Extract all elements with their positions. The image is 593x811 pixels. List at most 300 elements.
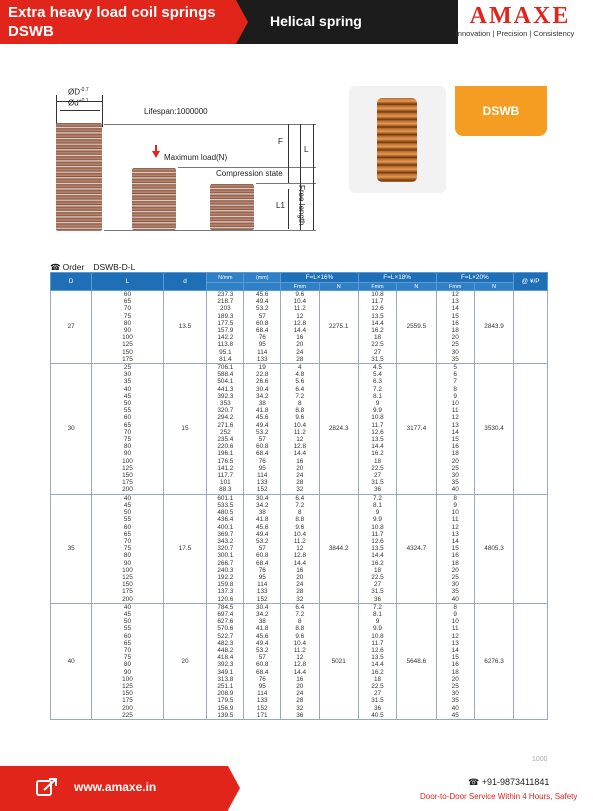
table-row xyxy=(51,422,548,429)
free-length-label: Free length xyxy=(297,185,306,226)
cell-f16-fmm: 20 xyxy=(281,574,319,581)
col-header-f16: F=L×16% xyxy=(281,273,359,283)
cell-f18-fmm: 10.8 xyxy=(358,633,396,640)
cell-f18-fmm: 40.5 xyxy=(358,712,396,720)
table-row xyxy=(51,705,548,712)
cell-f16-fmm: 5.6 xyxy=(281,378,319,385)
cell-f16-fmm: 11.2 xyxy=(281,305,319,312)
cell-mm: 38 xyxy=(244,618,281,625)
cell-length: 65 xyxy=(92,640,163,647)
cell-f20-fmm: 35 xyxy=(436,588,474,595)
cell-length: 175 xyxy=(92,356,163,364)
cell-rate: 697.4 xyxy=(207,611,244,618)
col-header-blank xyxy=(244,283,281,291)
table-row xyxy=(51,305,548,312)
cell-f18-n: 5648.6 xyxy=(397,603,436,719)
cell-rate: 117.7 xyxy=(207,472,244,479)
cell-price xyxy=(514,364,548,495)
cell-mm: 114 xyxy=(244,472,281,479)
cell-length: 40 xyxy=(92,386,163,393)
cell-mm: 133 xyxy=(244,356,281,364)
cell-f16-fmm: 32 xyxy=(281,596,319,604)
cell-length: 75 xyxy=(92,654,163,661)
col-header-nmm: N/mm xyxy=(207,273,244,283)
brand-tagline: Innovation | Precision | Consistency xyxy=(455,29,575,38)
cell-rate: 300.1 xyxy=(207,552,244,559)
cell-f20-fmm: 12 xyxy=(436,291,474,299)
cell-mm: 19 xyxy=(244,364,281,372)
table-row xyxy=(51,633,548,640)
f-dimension-label: F xyxy=(278,137,283,146)
cell-rate: 192.2 xyxy=(207,574,244,581)
series-badge-label: DSWB xyxy=(482,104,520,118)
table-row xyxy=(51,683,548,690)
cell-f20-fmm: 8 xyxy=(436,386,474,393)
table-row xyxy=(51,465,548,472)
cell-rate: 81.4 xyxy=(207,356,244,364)
outer-diameter-label: $ØD^{-0.7}$ xyxy=(68,87,89,97)
cell-f16-fmm: 11.2 xyxy=(281,647,319,654)
cell-f18-fmm: 4.5 xyxy=(358,364,396,372)
table-row xyxy=(51,450,548,457)
cell-f18-fmm: 12.6 xyxy=(358,305,396,312)
cell-length: 55 xyxy=(92,516,163,523)
cell-mm: 30.4 xyxy=(244,386,281,393)
cell-f18-fmm: 9 xyxy=(358,400,396,407)
cell-mm: 114 xyxy=(244,690,281,697)
cell-f16-fmm: 12 xyxy=(281,545,319,552)
cell-f20-fmm: 11 xyxy=(436,516,474,523)
cell-mm: 171 xyxy=(244,712,281,720)
cell-f18-fmm: 22.5 xyxy=(358,683,396,690)
cell-inner-diameter: 17.5 xyxy=(163,494,207,603)
col-header-blank xyxy=(207,283,244,291)
cell-mm: 68.4 xyxy=(244,560,281,567)
table-row xyxy=(51,356,548,364)
cell-f20-fmm: 18 xyxy=(436,450,474,457)
cell-f20-fmm: 40 xyxy=(436,596,474,604)
cell-f18-fmm: 16.2 xyxy=(358,669,396,676)
table-row xyxy=(51,712,548,720)
cell-rate: 189.3 xyxy=(207,313,244,320)
cell-length: 80 xyxy=(92,320,163,327)
page-number: 1000 xyxy=(532,756,548,763)
cell-mm: 34.2 xyxy=(244,611,281,618)
cell-f16-fmm: 10.4 xyxy=(281,640,319,647)
cell-length: 175 xyxy=(92,697,163,704)
table-row xyxy=(51,298,548,305)
cell-rate: 504.1 xyxy=(207,378,244,385)
cell-length: 200 xyxy=(92,705,163,712)
cell-length: 100 xyxy=(92,567,163,574)
cell-length: 150 xyxy=(92,349,163,356)
table-row xyxy=(51,509,548,516)
cell-rate: 522.7 xyxy=(207,633,244,640)
cell-rate: 137.3 xyxy=(207,588,244,595)
cell-f18-n: 2559.5 xyxy=(397,291,436,364)
order-label: Order xyxy=(62,262,85,272)
table-row xyxy=(51,414,548,421)
cell-f16-fmm: 14.4 xyxy=(281,669,319,676)
cell-rate: 95.1 xyxy=(207,349,244,356)
brand-logo: AMAXE xyxy=(469,3,571,29)
cell-rate: 349.1 xyxy=(207,669,244,676)
cell-f16-n: 5021 xyxy=(319,603,358,719)
cell-rate: 570.6 xyxy=(207,625,244,632)
table-row xyxy=(51,538,548,545)
cell-length: 70 xyxy=(92,429,163,436)
cell-f20-fmm: 15 xyxy=(436,313,474,320)
cell-f18-fmm: 31.5 xyxy=(358,697,396,704)
l1-dimension-label: L1 xyxy=(276,201,285,210)
cell-mm: 53.2 xyxy=(244,429,281,436)
cell-mm: 152 xyxy=(244,705,281,712)
cell-mm: 133 xyxy=(244,697,281,704)
cell-rate: 266.7 xyxy=(207,560,244,567)
cell-rate: 706.1 xyxy=(207,364,244,372)
cell-f18-fmm: 12.6 xyxy=(358,429,396,436)
cell-f20-n: 4805.3 xyxy=(474,494,513,603)
cell-f16-fmm: 20 xyxy=(281,341,319,348)
cell-f20-fmm: 18 xyxy=(436,327,474,334)
title-banner xyxy=(0,0,236,44)
cell-rate: 436.4 xyxy=(207,516,244,523)
cell-mm: 95 xyxy=(244,465,281,472)
cell-mm: 95 xyxy=(244,574,281,581)
cell-f16-fmm: 16 xyxy=(281,567,319,574)
cell-f16-fmm: 8.8 xyxy=(281,407,319,414)
cell-f16-fmm: 12 xyxy=(281,313,319,320)
cell-f18-n: 3177.4 xyxy=(397,364,436,495)
table-row xyxy=(51,596,548,604)
table-row xyxy=(51,494,548,502)
cell-mm: 30.4 xyxy=(244,603,281,611)
cell-mm: 152 xyxy=(244,486,281,494)
cell-f20-fmm: 15 xyxy=(436,545,474,552)
cell-f18-fmm: 14.4 xyxy=(358,661,396,668)
cell-f18-fmm: 22.5 xyxy=(358,341,396,348)
cell-length: 25 xyxy=(92,364,163,372)
cell-f16-fmm: 36 xyxy=(281,712,319,720)
cell-length: 40 xyxy=(92,603,163,611)
table-row xyxy=(51,400,548,407)
cell-mm: 34.2 xyxy=(244,502,281,509)
cell-length: 175 xyxy=(92,479,163,486)
cell-rate: 448.2 xyxy=(207,647,244,654)
cell-f16-fmm: 14.4 xyxy=(281,327,319,334)
cell-f16-fmm: 7.2 xyxy=(281,393,319,400)
cell-length: 90 xyxy=(92,450,163,457)
cell-f16-fmm: 8 xyxy=(281,400,319,407)
f-dimension-line xyxy=(288,124,289,183)
cell-f20-fmm: 9 xyxy=(436,502,474,509)
cell-f16-n: 2824.3 xyxy=(319,364,358,495)
cell-mm: 95 xyxy=(244,341,281,348)
cell-f20-fmm: 15 xyxy=(436,436,474,443)
footer-phone xyxy=(468,777,549,788)
cell-rate: 343.2 xyxy=(207,538,244,545)
cell-f16-n: 3844.2 xyxy=(319,494,358,603)
cell-length: 80 xyxy=(92,661,163,668)
cell-f20-fmm: 10 xyxy=(436,618,474,625)
cell-outer-diameter: 40 xyxy=(51,603,92,719)
col-header-price: @ ¥/P xyxy=(514,273,548,291)
footer-tagline: Door-to-Door Service Within 4 Hours, Safety xyxy=(420,792,578,801)
cell-f20-n: 6276.3 xyxy=(474,603,513,719)
cell-length: 150 xyxy=(92,472,163,479)
cell-f20-fmm: 25 xyxy=(436,341,474,348)
cell-f16-fmm: 12 xyxy=(281,654,319,661)
cell-rate: 220.6 xyxy=(207,443,244,450)
cell-f20-fmm: 12 xyxy=(436,414,474,421)
cell-rate: 141.2 xyxy=(207,465,244,472)
cell-length: 150 xyxy=(92,690,163,697)
top-reference-line xyxy=(104,124,316,125)
cell-rate: 320.7 xyxy=(207,545,244,552)
cell-inner-diameter: 15 xyxy=(163,364,207,495)
cell-f18-fmm: 14.4 xyxy=(358,443,396,450)
cell-length: 200 xyxy=(92,486,163,494)
table-row xyxy=(51,697,548,704)
cell-f18-fmm: 13.5 xyxy=(358,545,396,552)
cell-f20-fmm: 35 xyxy=(436,697,474,704)
cell-mm: 38 xyxy=(244,509,281,516)
cell-f20-fmm: 30 xyxy=(436,349,474,356)
page-header xyxy=(0,0,593,44)
lifespan-label: Lifespan:1000000 xyxy=(144,107,208,116)
cell-f18-fmm: 16.2 xyxy=(358,560,396,567)
phone-icon: ☎ xyxy=(468,777,482,787)
cell-f20-fmm: 9 xyxy=(436,393,474,400)
cell-f18-fmm: 18 xyxy=(358,567,396,574)
cell-length: 55 xyxy=(92,625,163,632)
table-row xyxy=(51,574,548,581)
load-arrow-icon xyxy=(152,151,160,158)
base-reference-line xyxy=(104,230,316,231)
banner-arrow xyxy=(236,0,248,44)
cell-f18-fmm: 11.7 xyxy=(358,640,396,647)
cell-length: 45 xyxy=(92,393,163,400)
cell-mm: 60.8 xyxy=(244,552,281,559)
table-row xyxy=(51,364,548,372)
cell-f18-fmm: 10.8 xyxy=(358,414,396,421)
cell-f18-fmm: 14.4 xyxy=(358,552,396,559)
cell-f20-fmm: 12 xyxy=(436,524,474,531)
table-row xyxy=(51,567,548,574)
cell-mm: 49.4 xyxy=(244,640,281,647)
cell-f18-fmm: 27 xyxy=(358,472,396,479)
cell-mm: 49.4 xyxy=(244,531,281,538)
col-header-mm: (mm) xyxy=(244,273,281,283)
cell-mm: 53.2 xyxy=(244,647,281,654)
cell-f20-fmm: 40 xyxy=(436,705,474,712)
cell-rate: 271.6 xyxy=(207,422,244,429)
cell-length: 80 xyxy=(92,552,163,559)
table-row xyxy=(51,502,548,509)
table-row xyxy=(51,436,548,443)
cell-f16-fmm: 6.4 xyxy=(281,494,319,502)
table-row xyxy=(51,429,548,436)
cell-length: 40 xyxy=(92,494,163,502)
cell-rate: 784.5 xyxy=(207,603,244,611)
max-load-label: Maximum load(N) xyxy=(164,153,228,162)
table-row xyxy=(51,560,548,567)
load-reference-line xyxy=(178,167,316,168)
cell-f20-fmm: 13 xyxy=(436,640,474,647)
cell-mm: 60.8 xyxy=(244,443,281,450)
cell-mm: 57 xyxy=(244,436,281,443)
cell-rate: 533.5 xyxy=(207,502,244,509)
cell-rate: 88.3 xyxy=(207,486,244,494)
cell-mm: 45.6 xyxy=(244,291,281,299)
cell-f16-fmm: 12.8 xyxy=(281,552,319,559)
table-row xyxy=(51,486,548,494)
dim-line xyxy=(102,95,103,127)
table-row xyxy=(51,647,548,654)
cell-f18-fmm: 11.7 xyxy=(358,422,396,429)
cell-f18-fmm: 31.5 xyxy=(358,479,396,486)
cell-f20-fmm: 30 xyxy=(436,690,474,697)
cell-mm: 41.8 xyxy=(244,625,281,632)
product-code: DSWB xyxy=(8,23,54,40)
cell-mm: 133 xyxy=(244,479,281,486)
cell-f18-fmm: 13.5 xyxy=(358,313,396,320)
cell-length: 125 xyxy=(92,574,163,581)
cell-f18-fmm: 13.5 xyxy=(358,436,396,443)
website-link[interactable]: www.amaxe.in xyxy=(74,780,157,794)
website-icon xyxy=(36,778,58,798)
cell-rate: 159.8 xyxy=(207,581,244,588)
table-row xyxy=(51,524,548,531)
cell-f20-fmm: 30 xyxy=(436,581,474,588)
table-row xyxy=(51,640,548,647)
cell-f16-fmm: 24 xyxy=(281,690,319,697)
cell-f18-fmm: 12.6 xyxy=(358,538,396,545)
cell-mm: 26.6 xyxy=(244,378,281,385)
cell-f16-fmm: 20 xyxy=(281,465,319,472)
table-row xyxy=(51,618,548,625)
dim-line xyxy=(60,110,100,111)
cell-length: 60 xyxy=(92,524,163,531)
l1-dimension-line xyxy=(288,189,289,229)
table-row xyxy=(51,479,548,486)
cell-f16-fmm: 10.4 xyxy=(281,298,319,305)
cell-f16-fmm: 14.4 xyxy=(281,450,319,457)
table-row xyxy=(51,393,548,400)
cell-f20-fmm: 15 xyxy=(436,654,474,661)
cell-f18-fmm: 16.2 xyxy=(358,327,396,334)
cell-f20-fmm: 20 xyxy=(436,676,474,683)
cell-mm: 45.6 xyxy=(244,633,281,640)
cell-mm: 60.8 xyxy=(244,320,281,327)
cell-f16-fmm: 12.8 xyxy=(281,320,319,327)
spec-table xyxy=(50,272,548,720)
cell-f16-fmm: 16 xyxy=(281,676,319,683)
cell-f18-fmm: 8.1 xyxy=(358,502,396,509)
cell-f16-fmm: 32 xyxy=(281,486,319,494)
cell-f16-fmm: 24 xyxy=(281,349,319,356)
table-row xyxy=(51,581,548,588)
cell-f16-fmm: 32 xyxy=(281,705,319,712)
cell-rate: 101 xyxy=(207,479,244,486)
compression-label: Compression state xyxy=(216,169,283,178)
cell-f16-fmm: 28 xyxy=(281,588,319,595)
cell-mm: 49.4 xyxy=(244,422,281,429)
table-row xyxy=(51,552,548,559)
cell-f18-fmm: 36 xyxy=(358,596,396,604)
cell-rate: 240.3 xyxy=(207,567,244,574)
free-length-line xyxy=(313,124,314,230)
cell-f18-fmm: 27 xyxy=(358,581,396,588)
cell-rate: 627.6 xyxy=(207,618,244,625)
cell-rate: 601.1 xyxy=(207,494,244,502)
cell-rate: 392.3 xyxy=(207,661,244,668)
col-header-f18: F=L×18% xyxy=(358,273,436,283)
cell-mm: 114 xyxy=(244,581,281,588)
cell-rate: 120.6 xyxy=(207,596,244,604)
cell-rate: 251.1 xyxy=(207,683,244,690)
table-row xyxy=(51,516,548,523)
cell-f16-fmm: 16 xyxy=(281,458,319,465)
page-footer xyxy=(0,766,593,811)
section-label: Helical spring xyxy=(270,13,362,29)
cell-length: 75 xyxy=(92,436,163,443)
cell-f16-fmm: 6.4 xyxy=(281,386,319,393)
inner-diameter-label: $Ød^{+0.1}$ xyxy=(68,98,89,108)
table-row xyxy=(51,531,548,538)
cell-f20-fmm: 25 xyxy=(436,683,474,690)
cell-mm: 133 xyxy=(244,588,281,595)
cell-mm: 57 xyxy=(244,313,281,320)
cell-mm: 76 xyxy=(244,458,281,465)
cell-length: 70 xyxy=(92,538,163,545)
cell-length: 125 xyxy=(92,341,163,348)
cell-f16-fmm: 9.6 xyxy=(281,291,319,299)
cell-f20-fmm: 20 xyxy=(436,458,474,465)
table-row xyxy=(51,334,548,341)
cell-rate: 320.7 xyxy=(207,407,244,414)
table-row xyxy=(51,291,548,299)
cell-length: 75 xyxy=(92,313,163,320)
cell-mm: 41.8 xyxy=(244,516,281,523)
cell-length: 45 xyxy=(92,611,163,618)
cell-f20-fmm: 40 xyxy=(436,486,474,494)
cell-rate: 196.1 xyxy=(207,450,244,457)
cell-rate: 237.3 xyxy=(207,291,244,299)
cell-f16-fmm: 12.8 xyxy=(281,443,319,450)
cell-f16-fmm: 9.6 xyxy=(281,414,319,421)
cell-rate: 208.9 xyxy=(207,690,244,697)
cell-f16-fmm: 4 xyxy=(281,364,319,372)
cell-f18-fmm: 31.5 xyxy=(358,356,396,364)
cell-f20-fmm: 25 xyxy=(436,574,474,581)
table-row xyxy=(51,545,548,552)
col-header-D: D xyxy=(51,273,92,291)
table-row xyxy=(51,603,548,611)
cell-rate: 235.4 xyxy=(207,436,244,443)
cell-f18-fmm: 31.5 xyxy=(358,588,396,595)
cell-f18-fmm: 22.5 xyxy=(358,465,396,472)
cell-f16-fmm: 28 xyxy=(281,356,319,364)
cell-f18-fmm: 27 xyxy=(358,690,396,697)
cell-f20-fmm: 14 xyxy=(436,305,474,312)
product-photo xyxy=(349,86,446,193)
cell-f20-fmm: 8 xyxy=(436,603,474,611)
cell-f16-fmm: 20 xyxy=(281,683,319,690)
cell-f18-fmm: 10.8 xyxy=(358,291,396,299)
loaded-spring-image xyxy=(132,168,176,230)
cell-f18-fmm: 16.2 xyxy=(358,450,396,457)
